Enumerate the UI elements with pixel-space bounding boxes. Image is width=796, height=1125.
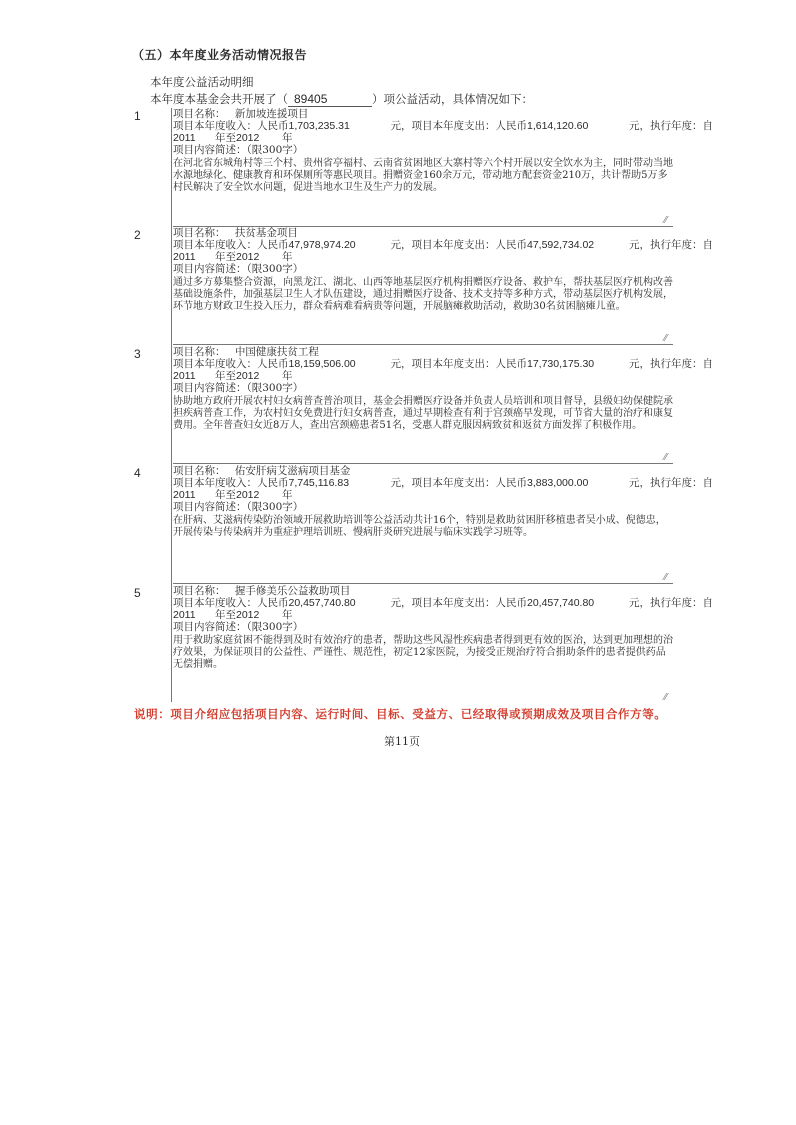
resize-grip-icon[interactable]: ⁄⁄ (664, 216, 668, 226)
year-label: 元，执行年度：自 (629, 120, 713, 132)
year-end-label: 年 (282, 489, 293, 501)
year-to: 2012 (236, 609, 260, 621)
project-finance-row (173, 477, 713, 489)
year-to-label: 年至 (215, 489, 236, 501)
project-description: 通过多方募集整合资源，向黑龙江、湖北、山西等地基层医疗机构捐赠医疗设备、救护车，帮扶基层医疗机构改善基础设施条件，加强基层卫生人才队伍建设，通过捐赠医疗设备、技术支持等多种方式，带动基层医疗机构发展，环节地方财政卫生投入压力，群众看病难看病贵等问题，开展脑瘫救助活动，救助30名贫困脑瘫儿童。 (173, 277, 673, 312)
project-finance-row (173, 120, 713, 132)
project-name: 扶贫基金项目 (234, 227, 298, 239)
expense-label: 元，项目本年度支出：人民币 (390, 597, 527, 609)
income-label: 项目本年度收入：人民币 (173, 239, 289, 251)
project-description: 协助地方政府开展农村妇女病普查普治项目，基金会捐赠医疗设备并负责人员培训和项目督导，县级妇幼保健院承担疾病普查工作，为农村妇女免费进行妇女病普查，通过早期检查有利于宫颈癌早发现，可节省大量的治疗和康复费用。全年普查妇女近8万人，查出宫颈癌患者51名，受惠人群克服因病致贫和返贫方面发挥了积极作用。 (173, 396, 673, 431)
instruction-note: 说明：项目介绍应包括项目内容、运行时间、目标、受益方、已经取得或预期成效及项目合作方等。 (134, 707, 667, 721)
summary-prefix: 本年度本基金会共开展了（ (150, 92, 288, 106)
project-number: 1 (134, 109, 141, 123)
project-name: 中国健康扶贫工程 (234, 346, 319, 358)
income-label: 项目本年度收入：人民币 (173, 597, 289, 609)
expense-label: 元，项目本年度支出：人民币 (390, 239, 527, 251)
project-name-row (173, 465, 673, 477)
income-label: 项目本年度收入：人民币 (173, 120, 289, 132)
project-finance-row (173, 239, 713, 251)
project-number: 5 (134, 586, 141, 600)
project-name-row (173, 585, 673, 597)
project-number: 2 (134, 228, 141, 242)
project-number: 4 (134, 466, 141, 480)
year-label: 元，执行年度：自 (629, 477, 713, 489)
project-description: 用于救助家庭贫困不能得到及时有效治疗的患者，帮助这些风湿性疾病患者得到更有效的医治，达到更加理想的治疗效果，为保证项目的公益性、严谨性、规范性，初定12家医院，为接受正规治疗符合捐助条件的患者提供药品无偿捐赠。 (173, 635, 673, 670)
project-block-4[interactable] (173, 465, 713, 539)
project-name-row (173, 108, 673, 120)
content-label: 项目内容简述：（限300字） (173, 144, 304, 156)
year-end-label: 年 (282, 132, 293, 144)
row-divider (173, 463, 673, 464)
project-name-row (173, 227, 673, 239)
year-from: 2011 (173, 489, 196, 501)
project-year-row (173, 609, 673, 621)
name-label: 项目名称： (173, 346, 226, 358)
year-to-label: 年至 (215, 609, 236, 621)
year-label: 元，执行年度：自 (629, 597, 713, 609)
year-to: 2012 (236, 251, 260, 263)
year-label: 元，执行年度：自 (629, 239, 713, 251)
project-description: 在肝病、艾滋病传染防治领域开展救助培训等公益活动共计16个，特别是救助贫困肝移植患者吴小成、倪德忠，开展传染与传染病并为重症护理培训班、慢病肝炎研究进展与临床实践学习班等。 (173, 515, 666, 538)
summary-title: 本年度公益活动明细 (150, 75, 254, 89)
project-block-5[interactable] (173, 585, 713, 671)
content-label: 项目内容简述：（限300字） (173, 382, 304, 394)
content-label: 项目内容简述：（限300字） (173, 263, 304, 275)
project-block-1[interactable] (173, 108, 713, 194)
summary-suffix: ）项公益活动，具体情况如下： (372, 92, 533, 106)
project-year-row (173, 489, 673, 501)
resize-grip-icon[interactable]: ⁄⁄ (664, 453, 668, 463)
year-from: 2011 (173, 609, 196, 621)
row-divider (173, 344, 673, 345)
project-year-row (173, 251, 673, 263)
table-left-border (171, 108, 172, 702)
name-label: 项目名称： (173, 465, 226, 477)
project-name: 新加坡连援项目 (234, 108, 309, 120)
project-finance-row (173, 597, 713, 609)
name-label: 项目名称： (173, 108, 226, 120)
project-year-row (173, 132, 673, 144)
expense-value: 17,730,175.30 (527, 358, 595, 370)
project-block-2[interactable] (173, 227, 713, 313)
year-end-label: 年 (282, 370, 293, 382)
expense-label: 元，项目本年度支出：人民币 (390, 477, 527, 489)
income-value: 1,703,235.31 (288, 120, 350, 132)
expense-label: 元，项目本年度支出：人民币 (390, 120, 527, 132)
year-from: 2011 (173, 370, 196, 382)
income-value: 20,457,740.80 (288, 597, 356, 609)
year-to: 2012 (236, 370, 260, 382)
name-label: 项目名称： (173, 227, 226, 239)
expense-value: 47,592,734.02 (527, 239, 595, 251)
name-label: 项目名称： (173, 585, 226, 597)
content-label: 项目内容简述：（限300字） (173, 501, 304, 513)
income-label: 项目本年度收入：人民币 (173, 358, 289, 370)
project-description: 在河北省东城角村等三个村、贵州省亭福村、云南省贫困地区大寨村等六个村开展以安全饮水为主，同时带动当地水源地绿化、健康教育和环保厕所等惠民项目。捐赠资金160余万元，带动地方配套资金210万，共计帮助5万多村民解决了安全饮水问题，促进当地水卫生及生产力的发展。 (173, 158, 673, 193)
project-finance-row (173, 358, 713, 370)
year-from: 2011 (173, 251, 196, 263)
project-number: 3 (134, 347, 141, 361)
project-name: 握手修美乐公益救助项目 (234, 585, 351, 597)
section-title: （五）本年度业务活动情况报告 (132, 48, 308, 62)
expense-value: 20,457,740.80 (527, 597, 595, 609)
year-to: 2012 (236, 489, 260, 501)
year-end-label: 年 (282, 609, 293, 621)
income-label: 项目本年度收入：人民币 (173, 477, 289, 489)
income-value: 18,159,506.00 (288, 358, 356, 370)
project-year-row (173, 370, 673, 382)
project-count-field[interactable]: 89405 (288, 92, 372, 107)
resize-grip-icon[interactable]: ⁄⁄ (664, 693, 668, 703)
year-to-label: 年至 (215, 251, 236, 263)
year-to-label: 年至 (215, 370, 236, 382)
expense-value: 1,614,120.60 (527, 120, 589, 132)
summary-count-line (150, 91, 533, 107)
year-label: 元，执行年度：自 (629, 358, 713, 370)
expense-label: 元，项目本年度支出：人民币 (390, 358, 527, 370)
resize-grip-icon[interactable]: ⁄⁄ (664, 573, 668, 583)
income-value: 7,745,116.83 (288, 477, 350, 489)
row-divider (173, 583, 673, 584)
year-to: 2012 (236, 132, 260, 144)
content-label: 项目内容简述：（限300字） (173, 621, 304, 633)
resize-grip-icon[interactable]: ⁄⁄ (664, 334, 668, 344)
year-to-label: 年至 (215, 132, 236, 144)
year-end-label: 年 (282, 251, 293, 263)
year-from: 2011 (173, 132, 196, 144)
project-name: 佑安肝病艾滋病项目基金 (234, 465, 351, 477)
project-name-row (173, 346, 673, 358)
income-value: 47,978,974.20 (288, 239, 356, 251)
expense-value: 3,883,000.00 (527, 477, 589, 489)
page-number: 第11页 (384, 735, 420, 748)
project-block-3[interactable] (173, 346, 713, 432)
